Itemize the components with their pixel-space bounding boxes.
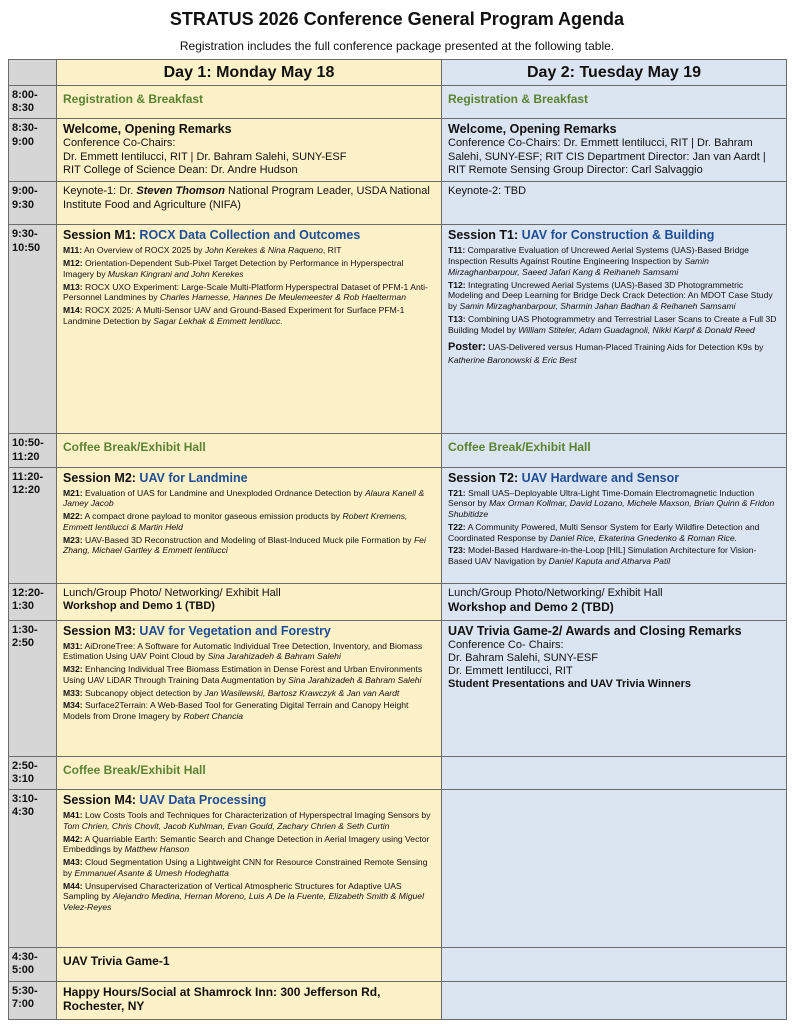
header-row xyxy=(9,60,787,86)
page-subtitle: Registration includes the full conference package presented at the following table. xyxy=(179,39,615,53)
paper-title: Enhancing Individual Tree Biomass Estimation in Dense Forest and Urban Environments Using UAV LiDAR Through Training Data Augmentation by xyxy=(63,664,423,685)
time-slot: 9:30- 10:50 xyxy=(9,225,57,434)
agenda-row xyxy=(9,119,787,182)
poster-entry: Poster: UAS-Delivered versus Human-Placed Training Aids for Detection K9s by Katherine Baronowski & Eric Best xyxy=(448,341,764,365)
time-slot: 5:30- 7:00 xyxy=(9,981,57,1019)
paper-code: M43: xyxy=(63,857,83,868)
paper-title: A Community Powered, Multi Sensor System for Early Wildfire Detection and Coordinated Response by xyxy=(448,521,760,543)
trivia-game-1: UAV Trivia Game-1 xyxy=(63,954,170,969)
paper-entry xyxy=(63,857,435,878)
paper-entry xyxy=(448,545,780,566)
day1-cell xyxy=(57,756,442,789)
time-slot: 2:50- 3:10 xyxy=(9,756,57,789)
paper-code: M12: xyxy=(63,258,83,269)
paper-entry xyxy=(63,258,435,279)
paper-list xyxy=(63,245,435,326)
paper-authors: Robert Chancia xyxy=(183,711,244,722)
lunch-line: Lunch/Group Photo/Networking/ Exhibit Hall xyxy=(448,586,663,599)
paper-authors: Tom Chrien, Chris Chovit, Jacob Kuhlman, Evan Gould, Zachary Chrien & Seth Curtin xyxy=(63,820,390,831)
paper-title: AiDroneTree: A Software for Automatic Individual Tree Detection, Inventory, and Biomass Estimation Using UAV Point Cloud by xyxy=(63,640,423,662)
agenda-row xyxy=(9,620,787,756)
paper-entry xyxy=(63,535,435,556)
paper-code: M13: xyxy=(63,281,83,292)
day2-header: Day 2: Tuesday May 19 xyxy=(442,60,787,86)
paper-title: Unsupervised Characterization of Vertical Atmospheric Structures for Adaptive UAS Sampling by xyxy=(63,880,402,902)
paper-authors: John Kerekes & Nina Raqueno xyxy=(204,245,323,256)
paper-code: T23: xyxy=(448,545,466,556)
paper-authors: Jan Wasilewski, Bartosz Krawczyk & Jan van Aardt xyxy=(204,687,400,698)
time-slot: 8:00- 8:30 xyxy=(9,86,57,119)
paper-entry xyxy=(63,245,435,256)
paper-authors: Samin Mirzaghanbarpour, Sharmin Jahan Badhan & Reihaneh Samsami xyxy=(459,301,736,312)
paper-code: M33: xyxy=(63,687,83,698)
paper-title: Model-Based Hardware-in-the-Loop [HIL] Simulation Architecture for Vision-Based UAV Navigation by xyxy=(448,545,757,567)
paper-code: M11: xyxy=(63,245,83,256)
day2-cell xyxy=(442,948,787,981)
day2-cell xyxy=(442,119,787,182)
day2-cell xyxy=(442,756,787,789)
agenda-row xyxy=(9,86,787,119)
workshop-line: Workshop and Demo 2 (TBD) xyxy=(448,599,614,614)
time-slot: 3:10- 4:30 xyxy=(9,790,57,948)
paper-authors: Alaura Kanell & Jamey Jacob xyxy=(63,487,425,509)
closing-title: UAV Trivia Game-2/ Awards and Closing Remarks xyxy=(448,623,742,638)
day1-cell xyxy=(57,86,442,119)
paper-authors: Matthew Hanson xyxy=(124,844,190,855)
paper-title: Orientation-Dependent Sub-Pixel Target Detection by Performance in Hyperspectral Imagery by xyxy=(63,258,404,279)
session-t2-title: Session T2: UAV Hardware and Sensor xyxy=(448,470,680,485)
keynote-2: Keynote-2: TBD xyxy=(448,185,527,198)
agenda-table xyxy=(8,59,787,1020)
agenda-row xyxy=(9,981,787,1019)
day1-cell xyxy=(57,182,442,225)
day2-cell xyxy=(442,790,787,948)
session-m2-title: Session M2: UAV for Landmine xyxy=(63,470,248,485)
paper-title: Evaluation of UAS for Landmine and Unexploded Ordnance Detection by xyxy=(82,487,365,498)
day1-cell xyxy=(57,948,442,981)
coffee-break-label: Coffee Break/Exhibit Hall xyxy=(63,440,206,455)
paper-title: Cloud Segmentation Using a Lightweight CNN for Resource Constrained Remote Sensing by xyxy=(63,857,428,878)
paper-list xyxy=(448,488,780,567)
session-m3-title: Session M3: UAV for Vegetation and Forestry xyxy=(63,623,331,638)
paper-code: T12: xyxy=(448,279,466,290)
registration-label: Registration & Breakfast xyxy=(63,92,204,106)
paper-title: Comparative Evaluation of Uncrewed Aerial Systems (UAS)-Based Bridge Inspection Results Against Routine Engineering Inspection by xyxy=(448,245,749,267)
day1-cell xyxy=(57,225,442,434)
paper-authors: Muskan Kingrani and John Kerekes xyxy=(107,268,244,279)
session-t1-title: Session T1: UAV for Construction & Building xyxy=(448,228,715,243)
paper-authors: Daniel Rice, Ekaterina Gnedenko & Roman Rice. xyxy=(549,532,738,543)
paper-title: Combining UAS Photogrammetry and Terrestrial Laser Scans to Create a Full 3D Building Model by xyxy=(448,313,777,335)
cochair-name: Dr. Bahram Salehi, SUNY-ESF xyxy=(448,651,598,664)
paper-code: M14: xyxy=(63,305,83,316)
day2-cell xyxy=(442,182,787,225)
paper-title: Surface2Terrain: A Web-Based Tool for Generating Digital Terrain and Canopy Height Models from Drone Imagery by xyxy=(63,700,409,722)
cochairs-label: Conference Co-Chairs: xyxy=(63,137,176,150)
paper-entry xyxy=(63,688,435,699)
agenda-row xyxy=(9,948,787,981)
day2-cell xyxy=(442,434,787,467)
paper-authors: Daniel Kaputa and Atharva Patil xyxy=(548,556,671,567)
paper-title: Integrating Uncrewed Aerial Systems (UAS)-Based 3D Photogrammetric Modeling and Deep Learning for Bridge Deck Crack Detection: An MDOT Case Study by xyxy=(448,279,773,312)
time-slot: 12:20- 1:30 xyxy=(9,583,57,620)
paper-entry xyxy=(63,700,435,721)
day1-cell xyxy=(57,467,442,583)
paper-entry xyxy=(63,488,435,509)
time-slot: 1:30- 2:50 xyxy=(9,620,57,756)
paper-title: Low Costs Tools and Techniques for Characterization of Hyperspectral Imaging Sensors by xyxy=(82,810,431,821)
paper-code: M23: xyxy=(63,534,83,545)
paper-authors: Sagar Lekhak & Emmett Ientilucc. xyxy=(153,315,283,326)
paper-title: Small UAS–Deployable Ultra-Light Time-Domain Electromagnetic Induction Sensor by xyxy=(448,487,755,509)
paper-code: M34: xyxy=(63,700,83,711)
cochair-name: Dr. Emmett Ientilucci, RIT xyxy=(448,665,573,678)
agenda-row xyxy=(9,434,787,467)
page-title: STRATUS 2026 Conference General Program Agenda xyxy=(169,9,625,29)
paper-title: ROCX 2025: A Multi-Sensor UAV and Ground-Based Experiment for Surface PFM-1 Landmine Detection by xyxy=(63,305,405,326)
happy-hour: Happy Hours/Social at Shamrock Inn: 300 Jefferson Rd, Rochester, NY xyxy=(63,984,381,1013)
time-slot: 8:30- 9:00 xyxy=(9,119,57,182)
day1-cell xyxy=(57,119,442,182)
paper-affiliation: , RIT xyxy=(322,245,342,256)
paper-code: M22: xyxy=(63,511,83,522)
session-m4-title: Session M4: UAV Data Processing xyxy=(63,793,267,808)
paper-authors: Fei Zhang, Michael Gartley & Emmett Ientilucci xyxy=(63,534,426,556)
paper-code: M32: xyxy=(63,664,83,675)
paper-title: Subcanopy object detection by xyxy=(82,687,205,698)
day2-cell xyxy=(442,583,787,620)
day1-cell xyxy=(57,620,442,756)
paper-entry xyxy=(448,280,780,312)
agenda-row xyxy=(9,182,787,225)
paper-list xyxy=(448,245,780,335)
paper-entry xyxy=(63,834,435,855)
time-header-cell xyxy=(9,60,57,86)
time-slot: 9:00- 9:30 xyxy=(9,182,57,225)
paper-authors: Alejandro Medina, Hernan Moreno, Luis A De la Fuente, Elizabeth Smith & Miguel Velez-Reyes xyxy=(63,891,424,912)
registration-label: Registration & Breakfast xyxy=(448,92,589,106)
paper-code: T11: xyxy=(448,245,466,256)
coffee-break-label: Coffee Break/Exhibit Hall xyxy=(448,440,591,455)
paper-authors: Max Orman Kollmar, David Lozano, Michele Maxson, Brian Quinn & Fridon Shubitidze xyxy=(448,498,775,520)
workshop-line: Workshop and Demo 1 (TBD) xyxy=(63,599,215,612)
paper-authors: Emmanuel Asante & Umesh Hodeghatta xyxy=(74,867,229,878)
paper-title: A Quarriable Earth: Semantic Search and Change Detection in Aerial Imagery using Vector Embeddings by xyxy=(63,833,430,855)
time-slot: 10:50- 11:20 xyxy=(9,434,57,467)
time-slot: 4:30- 5:00 xyxy=(9,948,57,981)
paper-authors: Sina Jarahizadeh & Bahram Salehi xyxy=(207,651,341,662)
agenda-row xyxy=(9,583,787,620)
paper-authors: Samin Mirzaghanbarpour, Saeed Jafari Kang & Reihaneh Samsami xyxy=(448,256,709,277)
paper-list xyxy=(63,488,435,556)
paper-authors: Robert Kremens, Emmett Ientilucci & Martin Held xyxy=(63,511,408,532)
session-m1-title: Session M1: ROCX Data Collection and Outcomes xyxy=(63,228,361,243)
paper-authors: William Stiteler, Adam Guadagnoli, Nikki Karpf & Donald Reed xyxy=(518,324,755,335)
cochairs-names: Dr. Emmett Ientilucci, RIT | Dr. Bahram Salehi, SUNY-ESF xyxy=(63,150,347,163)
paper-authors: Sina Jarahizadeh & Bahram Salehi xyxy=(288,674,422,685)
paper-entry xyxy=(448,245,780,277)
paper-entry xyxy=(448,522,780,543)
day1-cell xyxy=(57,790,442,948)
agenda-row xyxy=(9,790,787,948)
paper-entry xyxy=(63,810,435,831)
welcome-title: Welcome, Opening Remarks xyxy=(63,122,232,137)
paper-title: An Overview of ROCX 2025 by xyxy=(82,245,205,256)
paper-list xyxy=(63,641,435,722)
paper-code: T21: xyxy=(448,487,466,498)
time-slot: 11:20- 12:20 xyxy=(9,467,57,583)
paper-code: M44: xyxy=(63,880,83,891)
paper-entry xyxy=(448,488,780,520)
paper-entry xyxy=(63,664,435,685)
welcome-details: Conference Co-Chairs: Dr. Emmett Ientilucci, RIT | Dr. Bahram Salehi, SUNY-ESF; RIT CIS Department Director: Jan van Aardt | RIT Remote Sensing Group Director: Carl Salvaggio xyxy=(448,137,766,176)
day2-cell xyxy=(442,86,787,119)
cochairs-label: Conference Co- Chairs: xyxy=(448,638,564,651)
paper-entry xyxy=(63,282,435,303)
paper-title: ROCX UXO Experiment: Large-Scale Multi-Platform Hyperspectral Dataset of PFM-1 Anti-Personnel Landmines by xyxy=(63,281,428,303)
day2-cell xyxy=(442,981,787,1019)
paper-authors: Charles Hamesse, Hannes De Meulemeester & Rob Haelterman xyxy=(159,292,406,303)
day1-cell xyxy=(57,434,442,467)
paper-code: M41: xyxy=(63,810,83,821)
welcome-title: Welcome, Opening Remarks xyxy=(448,122,617,137)
agenda-row xyxy=(9,467,787,583)
coffee-break-label: Coffee Break/Exhibit Hall xyxy=(63,762,206,777)
keynote-1: Keynote-1: Dr. Steven Thomson National Program Leader, USDA National Institute Food and Agriculture (NIFA) xyxy=(63,185,430,211)
paper-entry xyxy=(63,881,435,913)
agenda-row xyxy=(9,756,787,789)
paper-code: M31: xyxy=(63,640,83,651)
paper-list xyxy=(63,810,435,913)
paper-title: A compact drone payload to monitor gaseous emission products by xyxy=(82,511,343,522)
paper-title: UAV-Based 3D Reconstruction and Modeling of Blast-Induced Muck pile Formation by xyxy=(82,534,414,545)
student-presentations: Student Presentations and UAV Trivia Winners xyxy=(448,678,691,691)
day2-cell xyxy=(442,225,787,434)
day1-cell xyxy=(57,981,442,1019)
paper-entry xyxy=(63,511,435,532)
day2-cell xyxy=(442,620,787,756)
paper-code: M42: xyxy=(63,833,83,844)
paper-code: T13: xyxy=(448,313,466,324)
paper-entry xyxy=(63,305,435,326)
day1-cell xyxy=(57,583,442,620)
paper-code: M21: xyxy=(63,487,83,498)
paper-code: T22: xyxy=(448,521,466,532)
paper-entry xyxy=(448,314,780,335)
lunch-line: Lunch/Group Photo/ Networking/ Exhibit Hall xyxy=(63,586,281,599)
paper-entry xyxy=(63,641,435,662)
day1-header: Day 1: Monday May 18 xyxy=(57,60,442,86)
dean-line: RIT College of Science Dean: Dr. Andre Hudson xyxy=(63,163,298,176)
agenda-row xyxy=(9,225,787,434)
day2-cell xyxy=(442,467,787,583)
